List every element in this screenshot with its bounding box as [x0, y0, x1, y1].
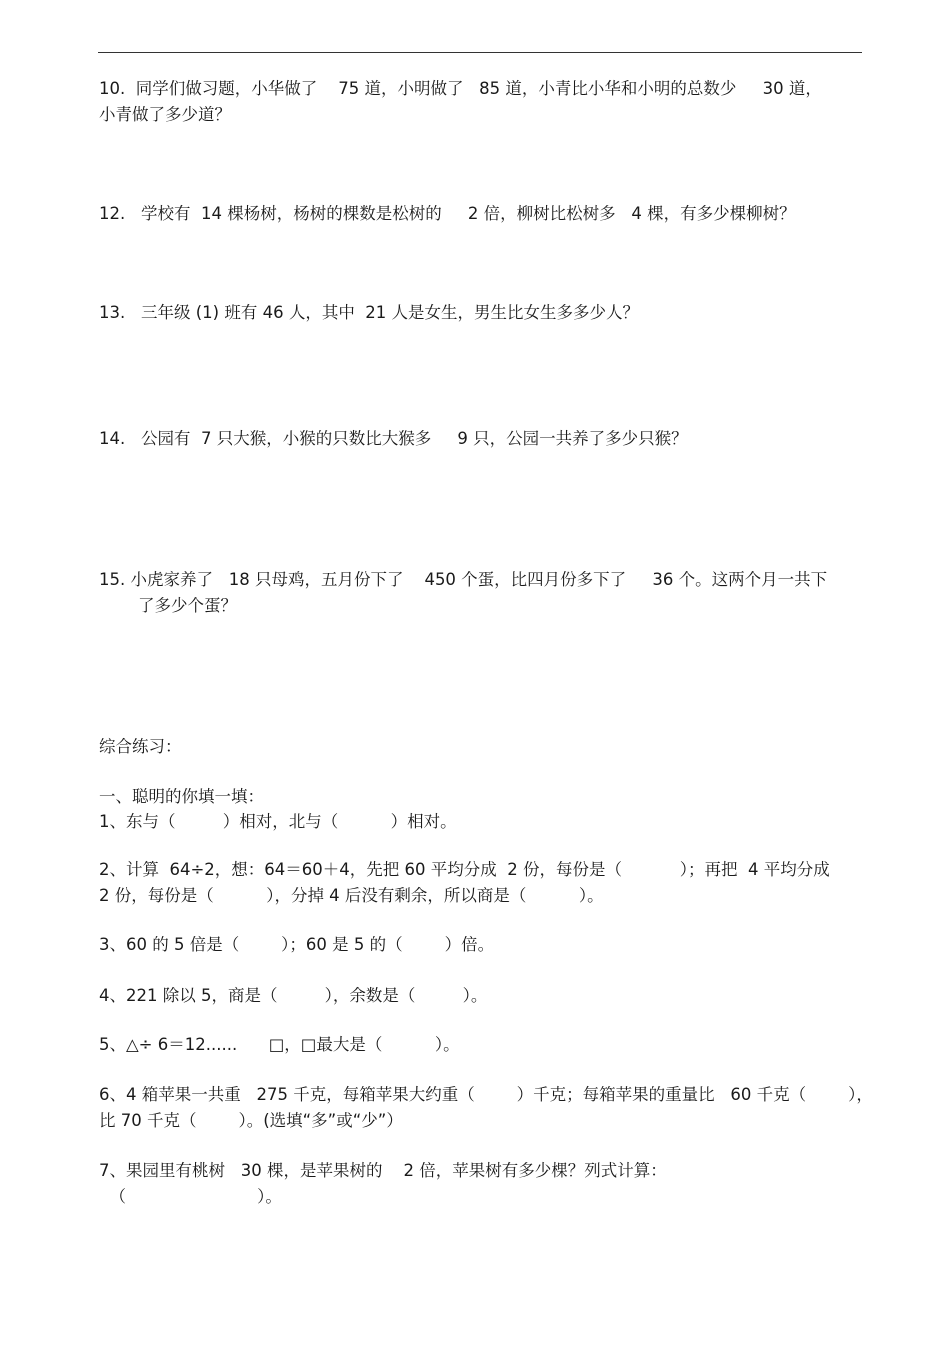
- section-1-heading: 一、聪明的你填一填：: [99, 787, 264, 806]
- question-7-line1: 7、果园里有桃树 30 棵，是苹果树的 2 倍，苹果树有多少棵？列式计算：: [99, 1161, 667, 1180]
- question-6-line2: 比 70 千克（ ）。(选填“多”或“少”）: [99, 1111, 403, 1130]
- problem-15-line2: 了多少个蛋？: [138, 596, 237, 615]
- problem-15-line1: 15. 小虎家养了 18 只母鸡，五月份下了 450 个蛋，比四月份多下了 36 个。这两个月一共下: [99, 570, 828, 589]
- problem-10-line1: 10. 同学们做习题，小华做了 75 道，小明做了 85 道，小青比小华和小明的总数少 30 道，: [99, 79, 822, 98]
- question-3: 3、60 的 5 倍是（ ）；60 是 5 的（ ）倍。: [99, 935, 495, 954]
- question-6-line1: 6、4 箱苹果一共重 275 千克，每箱苹果大约重（ ）千克；每箱苹果的重量比 60 千克（ ），: [99, 1085, 873, 1104]
- problem-12: 12. 学校有 14 棵杨树，杨树的棵数是松树的 2 倍，柳树比松树多 4 棵，有多少棵柳树？: [99, 204, 796, 223]
- header-rule: [98, 52, 862, 53]
- question-4: 4、221 除以 5，商是（ ），余数是（ ）。: [99, 986, 488, 1005]
- problem-10-line2: 小青做了多少道？: [99, 105, 231, 124]
- question-2-line2: 2 份，每份是（ ），分掉 4 后没有剩余，所以商是（ ）。: [99, 886, 604, 905]
- question-5: 5、△÷ 6＝12...... □，□最大是（ ）。: [99, 1035, 460, 1054]
- problem-13: 13. 三年级 (1) 班有 46 人，其中 21 人是女生，男生比女生多多少人？: [99, 303, 640, 322]
- problem-14: 14. 公园有 7 只大猴，小猴的只数比大猴多 9 只，公园一共养了多少只猴？: [99, 429, 688, 448]
- question-7-line2: （ ）。: [99, 1187, 282, 1206]
- review-title: 综合练习：: [99, 737, 182, 756]
- question-2-line1: 2、计算 64÷2，想：64＝60＋4，先把 60 平均分成 2 份，每份是（ ）；再把 4 平均分成: [99, 860, 830, 879]
- question-1: 1、东与（ ）相对，北与（ ）相对。: [99, 812, 457, 831]
